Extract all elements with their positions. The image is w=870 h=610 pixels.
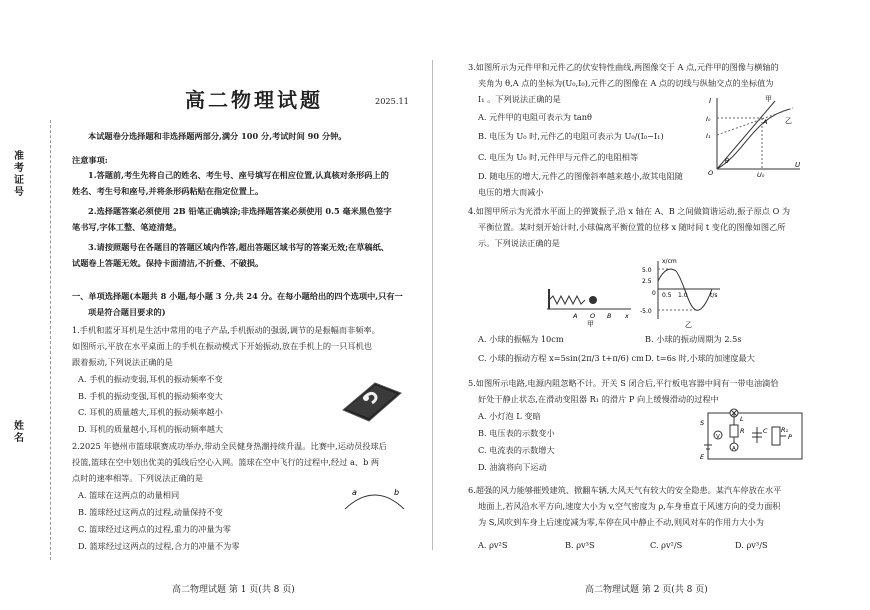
note-line: 2.选择题答案必须使用 2B 铅笔正确填涂;非选择题答案必须使用 0.5 毫米黑色签字 [88, 206, 392, 216]
fig-jia-caption: 甲 [587, 320, 594, 327]
q6-option-a: A. ρv²S [478, 540, 508, 550]
q6-option-b: B. ρv³S [565, 540, 595, 550]
point-b-label: B [607, 312, 612, 320]
name-label: 姓名 [11, 420, 23, 444]
tick-label: 1.0 [678, 292, 688, 299]
point-o-label: O [590, 312, 596, 320]
question-2-text: 点时的速率相等。下列说法正确的是 [72, 473, 204, 483]
question-5-text: 5.如图所示电路,电源内阻忽略不计。开关 S 闭合后,平行板电容器中间有一带电油滴恰 [468, 378, 779, 388]
intro-text: 本试题卷分选择题和非选择题两部分,满分 100 分,考试时间 90 分钟。 [88, 131, 347, 141]
tick-label: 5.0 [642, 267, 652, 274]
question-6-text: 地面上,若风沿水平方向,速度大小为 v,空气密度为 ρ,车身垂直于风速方向的受力面积 [478, 501, 781, 511]
axis-i-label: I [709, 97, 712, 105]
exam-date: 2025.11 [375, 96, 409, 106]
x-axis-label: t/s [710, 292, 718, 299]
section-heading: 一、单项选择题(本题共 8 小题,每小题 3 分,共 24 分。在每小题给出的四个选项中,只有一 [72, 291, 403, 301]
note-line: 3.请按照题号在各题目的答题区域内作答,超出答题区域书写的答案无效;在草稿纸、 [88, 242, 389, 252]
note-line: 1.答题前,考生先将自己的姓名、考生号、座号填写在相应位置,认真核对条形码上的 [88, 170, 389, 180]
q1-option-d: D. 耳机的质量越小,耳机的振动频率越大 [78, 424, 224, 434]
section-heading: 项是符合题目要求的) [88, 307, 166, 317]
point-b-label: b [394, 488, 400, 497]
q1-option-b: B. 手机的振动变强,耳机的振动频率变大 [78, 391, 223, 401]
q6-option-c: C. ρv²/S [650, 540, 683, 550]
page-divider [432, 60, 433, 550]
origin-label: O [708, 169, 714, 177]
q2-option-b: B. 篮球经过这两点的过程,动量保持不变 [78, 507, 223, 517]
q1-option-a: A. 手机的振动变弱,耳机的振动频率不变 [78, 374, 223, 384]
notes-heading: 注意事项: [72, 155, 108, 165]
q4-option-b: B. 小球的振动周期为 2.5s [645, 334, 742, 344]
note-line: 笔书写,字体工整、笔迹清楚。 [72, 222, 182, 232]
basketball-arc-figure [340, 485, 410, 515]
page-2-footer: 高二物理试题 第 2 页(共 8 页) [585, 585, 708, 595]
voltmeter-label: V [716, 434, 720, 440]
point-a-label: A [573, 312, 578, 320]
q2-option-d: D. 篮球经过这两点的过程,合力的冲量不为零 [78, 541, 240, 551]
q5-option-a: A. 小灯泡 L 变暗 [478, 411, 541, 421]
page-1-footer: 高二物理试题 第 1 页(共 8 页) [172, 585, 295, 595]
q3-option-b: B. 电压为 U₀ 时,元件乙的电阻可表示为 U₀/(I₀−I₁) [478, 131, 664, 141]
note-line: 试题卷上答题无效。保持卡面清洁,不折叠、不破损。 [72, 258, 264, 268]
resistor-label: R [740, 427, 745, 435]
q2-option-a: A. 篮球在这两点的动量相同 [78, 490, 180, 500]
q5-option-b: B. 电压表的示数变小 [478, 428, 555, 438]
axis-u-label: U [795, 161, 801, 169]
i1-label: I₁ [706, 132, 711, 140]
q3-option-d: D. 随电压的增大,元件乙的图像斜率越来越小,故其电阻随 [478, 171, 683, 181]
question-6-text: 为 S,风吹到车身上后速度减为零,车停在风中静止不动,则风对车的作用力大小为 [478, 517, 764, 527]
ammeter-label: A [732, 446, 736, 452]
q3-option-c: C. 电压为 U₀ 时,元件甲与元件乙的电阻相等 [478, 152, 639, 162]
q4-option-a: A. 小球的振幅为 10cm [478, 334, 564, 344]
iv-curve-graph [705, 93, 805, 178]
q2-option-c: C. 篮球经过这两点的过程,重力的冲量为零 [78, 524, 231, 534]
tick-label: 0.5 [662, 292, 672, 299]
q4-option-d: D. t=6s 时,小球的加速度最大 [645, 353, 755, 363]
q3-option-a: A. 元件甲的电阻可表示为 tanθ [478, 112, 592, 122]
source-label: E [700, 453, 705, 461]
page-title: 高二物理试题 [185, 88, 323, 112]
question-5-text: 好处于静止状态,在滑动变阻器 R₁ 的滑片 P 向上缓慢滑动的过程中 [478, 394, 719, 404]
question-3-text: 夹角为 θ,A 点的坐标为(U₀,I₀),元件乙的图像在 A 点的切线与纵轴交点的坐标值为 [478, 78, 774, 88]
y-axis-label: x/cm [662, 258, 677, 265]
u0-label: U₀ [757, 171, 765, 178]
question-2-text: 2.2025 年德州市篮球联赛成功举办,带动全民健身热潮持续升温。比赛中,运动员投球后 [72, 441, 387, 451]
yi-label: 乙 [785, 117, 792, 125]
question-1-text: 跟着振动,下列说法正确的是 [72, 357, 173, 367]
tick-label: 0 [652, 290, 656, 297]
question-3-text: 3.如图所示为元件甲和元件乙的伏安特性曲线,两图像交于 A 点,元件甲的图像与横轴的 [468, 62, 779, 72]
circuit-diagram [700, 405, 810, 467]
question-6-text: 6.超强的风力能够摧毁建筑、掀翻车辆,大风天气有较大的安全隐患。某汽车停放在水平 [468, 485, 782, 495]
slider-label: P [788, 433, 792, 441]
question-1-text: 1.手机和蓝牙耳机是生活中常用的电子产品,手机振动的强弱,调节的是振幅而非频率。 [72, 325, 380, 335]
q5-option-d: D. 油滴将向下运动 [478, 462, 547, 472]
question-4-text: 示。下列说法正确的是 [478, 238, 560, 248]
fig-yi-caption: 乙 [685, 321, 692, 329]
q3-option-d-cont: 电压的增大而减小 [478, 187, 544, 197]
x-axis-label: x [625, 312, 629, 320]
question-4-text: 平衡位置。某时刻开始计时,小球偏离平衡位置的位移 x 随时间 t 变化的图像如图乙所 [478, 222, 786, 232]
q6-option-d: D. ρv³/S [735, 540, 768, 550]
binding-line [50, 120, 51, 560]
q5-option-c: C. 电流表的示数增大 [478, 445, 555, 455]
jia-label: 甲 [765, 95, 772, 103]
lamp-label: L [740, 415, 744, 423]
phone-earphone-image [335, 375, 405, 425]
question-3-text: I₁ 。下列说法正确的是 [478, 94, 561, 104]
point-a-label: a [352, 488, 357, 497]
capacitor-label: C [763, 427, 768, 435]
switch-label: S [700, 419, 705, 427]
tick-label: -5.0 [640, 308, 652, 315]
note-line: 姓名、考生号和座号,并将条形码粘贴在指定位置上。 [72, 186, 264, 196]
theta-label: θ [725, 157, 729, 165]
point-a-label: A [763, 118, 768, 126]
spring-oscillator-figure [545, 285, 635, 327]
q1-option-c: C. 耳机的质量越大,耳机的振动频率越小 [78, 407, 223, 417]
question-1-text: 如图所示,平放在水平桌面上的手机在振动模式下开始振动,放在手机上的一只耳机也 [72, 341, 372, 351]
exam-number-label: 准考证号 [11, 150, 23, 198]
q4-option-c: C. 小球的振动方程 x=5sin(2π/3 t+π/6) cm [478, 353, 644, 363]
i0-label: I₀ [706, 115, 711, 123]
displacement-time-graph [640, 255, 725, 330]
question-4-text: 4.如图甲所示为光滑水平面上的弹簧振子,沿 x 轴在 A、B 之间做简谐运动,振子原点 O 为 [468, 206, 791, 216]
rheostat-label: R₁ [781, 426, 789, 434]
question-2-text: 投篮,篮球在空中划出优美的弧线后空心入网。篮球在空中飞行的过程中,经过 a、b 两 [72, 457, 380, 467]
tick-label: 2.5 [642, 278, 652, 285]
